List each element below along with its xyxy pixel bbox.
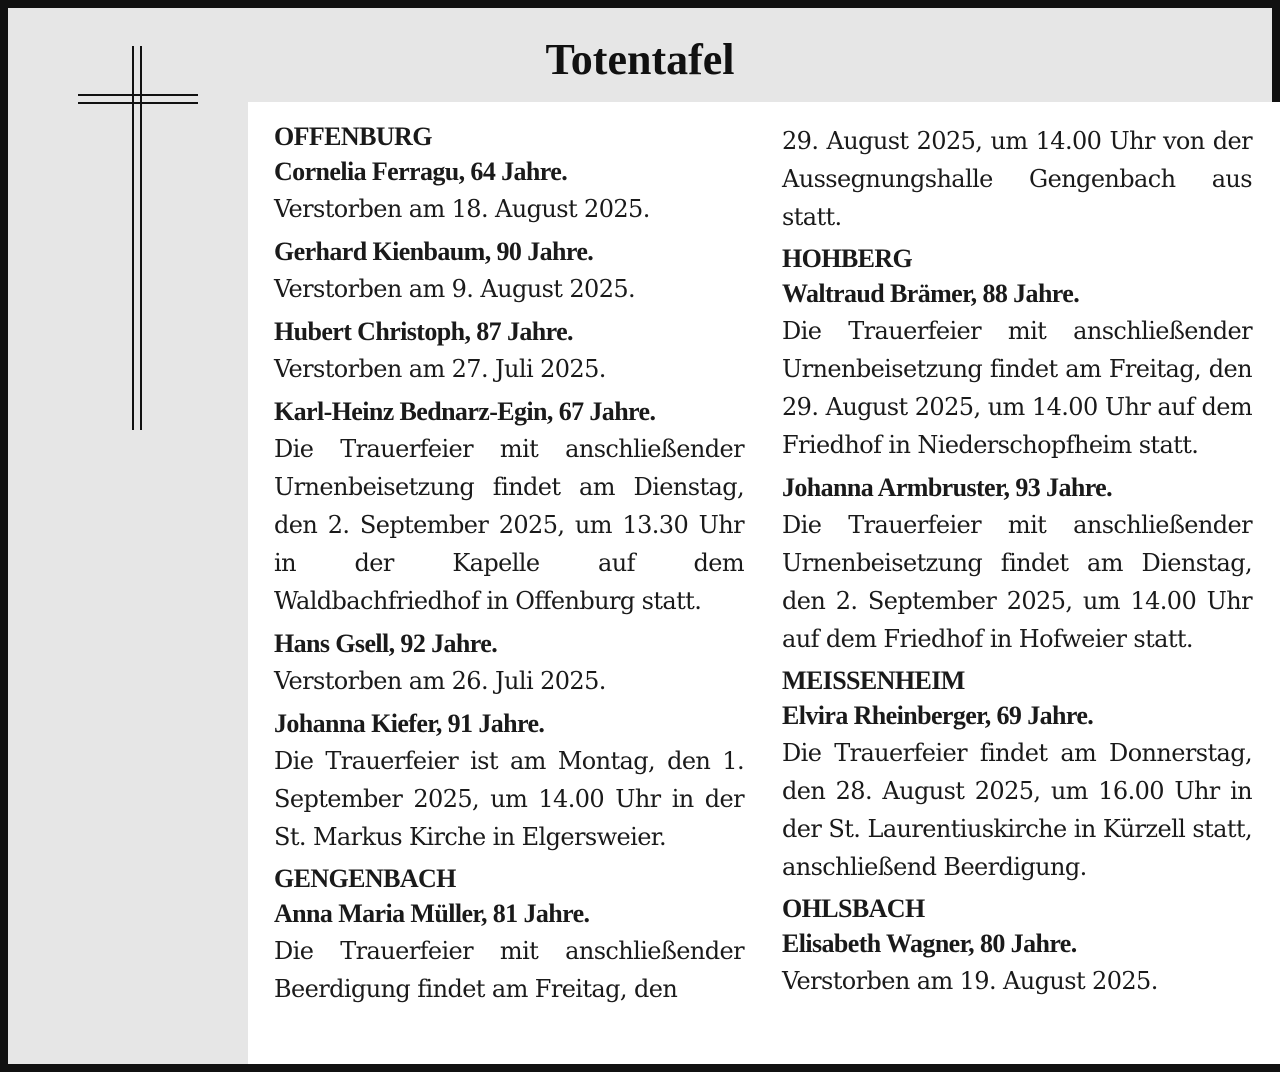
obituary-text: Die Trauerfeier mit anschließender Beerdigung findet am Freitag, den [274, 937, 744, 1003]
obituary-text: Die Trauerfeier ist am Montag, den 1. September 2025, um 14.00 Uhr in der St. Markus Kirche in Elgersweier. [274, 747, 744, 851]
cross-icon [78, 46, 200, 434]
left-column [274, 120, 744, 1008]
right-column [782, 122, 1252, 1000]
town-heading-ohlsbach: OHLSBACH [782, 894, 925, 923]
obituary-text: Verstorben am 27. Juli 2025. [274, 355, 606, 383]
obituary-text: Verstorben am 18. August 2025. [274, 195, 650, 223]
obituary-text: Die Trauerfeier mit anschließender Urnenbeisetzung findet am Dienstag, den 2. September 2025, um 13.30 Uhr in der Kapelle auf dem Waldbachfriedhof in Offenburg statt. [274, 435, 744, 615]
obituary-name: Hans Gsell, 92 Jahre. [274, 629, 498, 658]
obituary-text: Die Trauerfeier mit anschließender Urnenbeisetzung findet am Dienstag, den 2. September 2025, um 14.00 Uhr auf dem Friedhof in Hofweier statt. [782, 511, 1252, 653]
obituary-name: Anna Maria Müller, 81 Jahre. [274, 899, 590, 928]
town-heading-hohberg: HOHBERG [782, 244, 913, 273]
obituary-name: Waltraud Brämer, 88 Jahre. [782, 279, 1080, 308]
obituary-text: Verstorben am 26. Juli 2025. [274, 667, 606, 695]
page-title: Totentafel [545, 35, 735, 84]
obituary-continuation-text: 29. August 2025, um 14.00 Uhr von der Aussegnungshalle Gengenbach aus statt. [782, 127, 1252, 231]
obituary-name: Elisabeth Wagner, 80 Jahre. [782, 929, 1077, 958]
obituary-name: Cornelia Ferragu, 64 Jahre. [274, 157, 568, 186]
town-heading-gengenbach: GENGENBACH [274, 864, 456, 893]
obituary-text: Die Trauerfeier mit anschließender Urnenbeisetzung findet am Freitag, den 29. August 2025, um 14.00 Uhr auf dem Friedhof in Niederschopfheim statt. [782, 317, 1252, 459]
obituary-name: Gerhard Kienbaum, 90 Jahre. [274, 237, 594, 266]
obituary-name: Johanna Armbruster, 93 Jahre. [782, 473, 1113, 502]
obituary-name: Hubert Christoph, 87 Jahre. [274, 317, 573, 346]
obituary-text: Verstorben am 9. August 2025. [274, 275, 636, 303]
obituary-text: Die Trauerfeier findet am Donnerstag, den 28. August 2025, um 16.00 Uhr in der St. Laurentiuskirche in Kürzell statt, anschließend Beerdigung. [782, 739, 1252, 881]
obituary-panel [248, 102, 1280, 1064]
obituary-name: Johanna Kiefer, 91 Jahre. [274, 709, 545, 738]
town-heading-offenburg: OFFENBURG [274, 122, 432, 151]
town-heading-meissenheim: MEISSENHEIM [782, 666, 965, 695]
obituary-text: Verstorben am 19. August 2025. [782, 967, 1158, 995]
obituary-name: Elvira Rheinberger, 69 Jahre. [782, 701, 1094, 730]
obituary-name: Karl-Heinz Bednarz-Egin, 67 Jahre. [274, 397, 656, 426]
